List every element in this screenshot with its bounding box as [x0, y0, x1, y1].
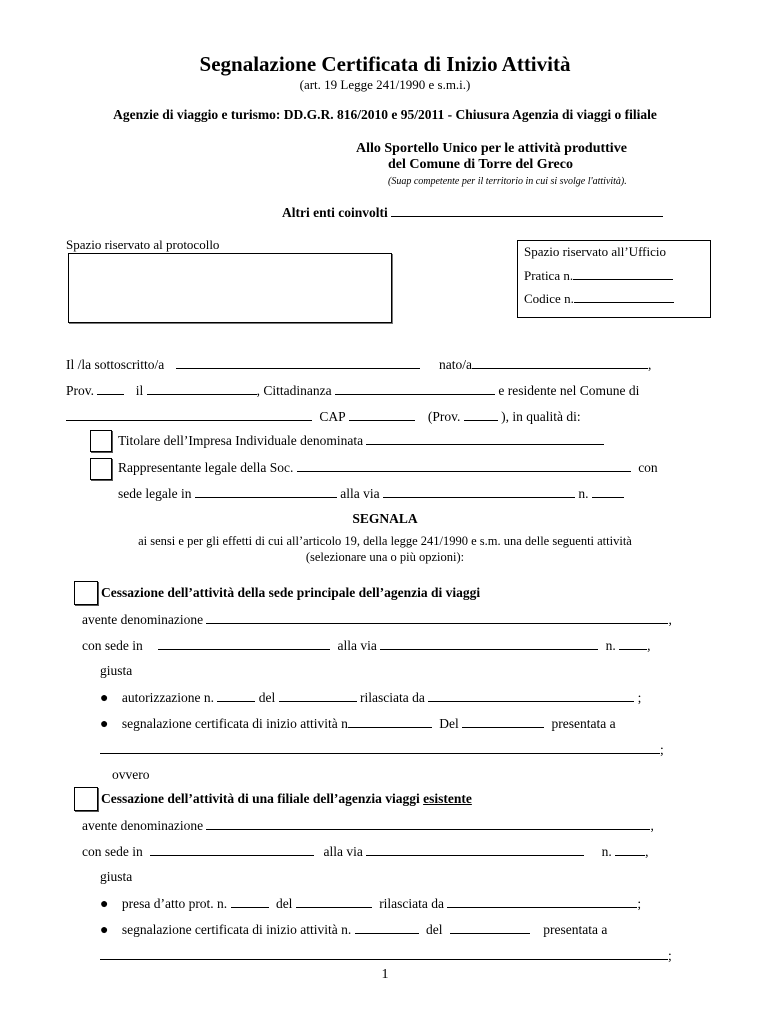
office-codice-label: Codice n. [524, 291, 574, 306]
section1-name-row: avente denominazione , [82, 612, 672, 627]
section2-title-text: Cessazione dell’attività di una filiale dell’agenzia viaggi [101, 791, 424, 806]
document-heading: Agenzie di viaggio e turismo: DD.G.R. 816/2010 e 95/2011 - Chiusura Agenzia di viaggi o filiale [113, 107, 657, 122]
section2-street-field[interactable] [366, 843, 584, 856]
birthdate-field[interactable] [147, 382, 257, 395]
section1-item1-date[interactable] [279, 689, 357, 702]
applicant-row3 [66, 408, 581, 425]
section1-item2-date[interactable] [462, 715, 544, 728]
residence-label: e residente nel Comune di [498, 383, 640, 398]
option-titolare-field[interactable] [366, 432, 604, 445]
section2-title [101, 791, 472, 807]
section2-number-field[interactable] [615, 843, 645, 856]
section1-name-label: avente denominazione [82, 612, 204, 627]
section2-item1-date[interactable] [296, 895, 372, 908]
section1-end: ; [660, 742, 664, 757]
legal-street-label: alla via [340, 486, 380, 501]
signals-title: SEGNALA [352, 511, 418, 526]
legal-street-field[interactable] [383, 485, 575, 498]
addressee-line1: Allo Sportello Unico per le attività produttive [356, 141, 627, 156]
altri-enti-field[interactable] [391, 204, 663, 217]
section2-item1-del: del [275, 896, 293, 911]
protocol-box [68, 253, 392, 323]
office-pratica-field[interactable] [573, 267, 673, 280]
section1-name-field[interactable] [206, 611, 668, 624]
citizenship-label: , Cittadinanza [256, 383, 332, 398]
section2-seat-row: con sede in alla via n. , [82, 844, 649, 859]
office-pratica-label: Pratica n. [524, 268, 574, 283]
altri-enti-label: Altri enti coinvolti [282, 205, 388, 220]
altri-enti-row [282, 204, 663, 221]
section2-item2-del: del [426, 922, 443, 937]
section2-according: giusta [100, 869, 133, 884]
section1-item1-row [100, 689, 641, 707]
quality-label: ), in qualità di: [501, 409, 581, 424]
applicant-row2 [66, 382, 639, 399]
protocol-label: Spazio riservato al protocollo [66, 237, 220, 252]
prov-label: Prov. [66, 383, 95, 398]
legal-number-label: n. [578, 486, 589, 501]
section2-name-label: avente denominazione [82, 818, 204, 833]
section2-end: ; [668, 948, 672, 963]
section1-according: giusta [100, 663, 133, 678]
section1-seat-field[interactable] [158, 637, 330, 650]
signals-desc1: ai sensi e per gli effetti di cui all’articolo 19, della legge 241/1990 e s.m. una delle seguenti attività [138, 534, 632, 548]
document-title: Segnalazione Certificata di Inizio Attività [199, 52, 571, 76]
born-field[interactable] [472, 356, 648, 369]
section2-seat-field[interactable] [150, 843, 314, 856]
section2-item1-label: presa d’atto prot. n. [121, 896, 228, 911]
born-label: nato/a [438, 357, 472, 372]
section1-title: Cessazione dell’attività della sede principale dell’agenzia di viaggi [101, 585, 481, 600]
option-titolare-checkbox[interactable] [90, 430, 112, 452]
section2-presented-row [100, 947, 672, 964]
option-rappresentante-label: Rappresentante legale della Soc. [118, 460, 294, 475]
section2-item1-row [100, 895, 641, 913]
section1-item2-presented: presentata a [551, 716, 616, 731]
prov2-label: (Prov. [427, 409, 461, 424]
section1-item2-field[interactable] [348, 715, 432, 728]
section1-presented-field[interactable] [100, 741, 660, 754]
section1-street-label: alla via [337, 638, 377, 653]
section2-item2-date[interactable] [450, 921, 530, 934]
section2-item2-presented: presentata a [543, 922, 608, 937]
section2-checkbox[interactable] [74, 787, 98, 811]
section1-item1-end: ; [637, 690, 642, 705]
section2-title-underlined: esistente [423, 791, 472, 806]
section1-street-field[interactable] [380, 637, 598, 650]
section2-number-label: n. [601, 844, 612, 859]
section2-street-label: alla via [323, 844, 363, 859]
office-title: Spazio riservato all’Ufficio [524, 244, 666, 259]
birthdate-label: il [135, 383, 144, 398]
bullet-icon: ● [100, 923, 109, 938]
option-titolare-row [118, 432, 604, 449]
section1-or: ovvero [112, 767, 150, 782]
cap-label: CAP [319, 409, 346, 424]
section2-item2-field[interactable] [355, 921, 419, 934]
cap-field[interactable] [349, 408, 415, 421]
page-number: 1 [381, 967, 389, 982]
office-pratica-row [524, 267, 673, 284]
addressee-line2: del Comune di Torre del Greco [388, 157, 573, 172]
section1-item1-field[interactable] [217, 689, 255, 702]
prov-field[interactable] [97, 382, 124, 395]
option-rappresentante-checkbox[interactable] [90, 458, 112, 480]
section1-item2-label: segnalazione certificata di inizio attività n [121, 716, 348, 731]
undersigned-label: Il /la sottoscritto/a [66, 357, 165, 372]
section1-item2-row [100, 715, 616, 733]
bullet-icon: ● [100, 717, 109, 732]
citizenship-field[interactable] [335, 382, 495, 395]
section2-item1-end: ; [637, 896, 642, 911]
bullet-icon: ● [100, 897, 109, 912]
residence-field[interactable] [66, 408, 312, 421]
section2-seat-label: con sede in [82, 844, 143, 859]
option-rappresentante-row [118, 459, 658, 476]
document-subtitle: (art. 19 Legge 241/1990 e s.m.i.) [299, 77, 471, 92]
office-box [517, 240, 711, 318]
section2-item1-issued: rilasciata da [379, 896, 445, 911]
section2-item2-label: segnalazione certificata di inizio attività n. [121, 922, 352, 937]
section2-presented-field[interactable] [100, 947, 668, 960]
legal-seat-row [118, 485, 624, 502]
signals-desc2: (selezionare una o più opzioni): [305, 550, 465, 564]
section2-item1-field[interactable] [231, 895, 269, 908]
section1-item1-del: del [258, 690, 276, 705]
section1-item2-del: Del [439, 716, 459, 731]
section1-number-label: n. [605, 638, 616, 653]
section1-checkbox[interactable] [74, 581, 98, 605]
office-codice-field[interactable] [574, 290, 674, 303]
section2-name-row: avente denominazione , [82, 818, 654, 833]
option-rappresentante-field[interactable] [297, 459, 631, 472]
section1-number-field[interactable] [619, 637, 647, 650]
section2-item2-row [100, 921, 607, 939]
section1-item1-label: autorizzazione n. [121, 690, 215, 705]
section2-name-field[interactable] [206, 817, 650, 830]
applicant-row1: Il /la sottoscritto/a nato/a , [66, 357, 652, 372]
legal-number-field[interactable] [592, 485, 624, 498]
office-codice-row [524, 290, 674, 307]
section1-presented-row [100, 741, 664, 758]
section1-seat-row: con sede in alla via n. , [82, 638, 651, 653]
prov2-field[interactable] [464, 408, 498, 421]
section1-item1-issued: rilasciata da [360, 690, 425, 705]
section1-seat-label: con sede in [82, 638, 143, 653]
bullet-icon: ● [100, 691, 109, 706]
undersigned-field[interactable] [176, 356, 420, 369]
addressee-note: (Suap competente per il territorio in cui si svolge l'attività). [388, 176, 627, 187]
legal-seat-label: sede legale in [118, 486, 192, 501]
section1-item1-issued-field[interactable] [428, 689, 634, 702]
option-titolare-label: Titolare dell’Impresa Individuale denominata [118, 433, 364, 448]
legal-seat-field[interactable] [195, 485, 337, 498]
section2-item1-issued-field[interactable] [447, 895, 637, 908]
option-rappresentante-con: con [638, 460, 658, 475]
